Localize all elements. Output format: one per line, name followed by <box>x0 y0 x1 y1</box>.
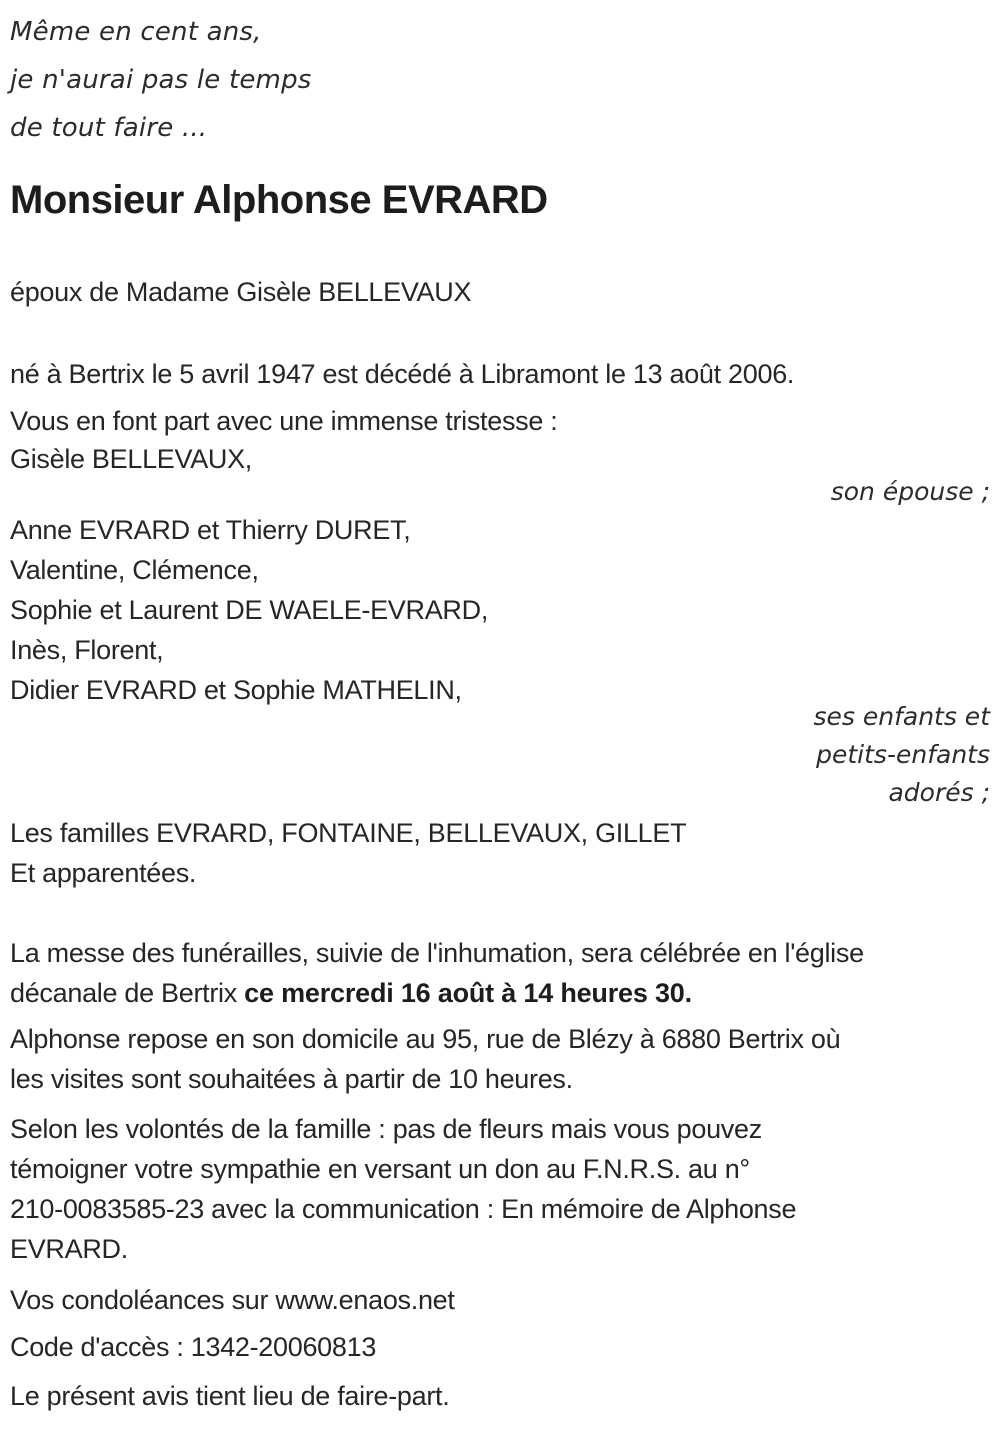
children-role-line: petits-enfants <box>816 740 990 769</box>
child-line: Didier EVRARD et Sophie MATHELIN, <box>10 675 462 705</box>
donation-line: 210-0083585-23 avec la communication : En mémoire de Alphonse <box>10 1194 797 1224</box>
epigraph <box>10 8 990 152</box>
announcement-intro: Vous en font part avec une immense tristesse : <box>10 406 558 436</box>
ceremony-line <box>10 973 990 1013</box>
epigraph-line: je n'aurai pas le temps <box>10 65 312 95</box>
announcement-intro-block <box>10 402 990 478</box>
child-line: Sophie et Laurent DE WAELE-EVRARD, <box>10 595 489 625</box>
child-line: Inès, Florent, <box>10 635 164 665</box>
donation-line: Selon les volontés de la famille : pas de fleurs mais vous pouvez <box>10 1114 762 1144</box>
families-block <box>10 813 990 893</box>
epigraph-line: de tout faire ... <box>10 113 208 143</box>
donation-line: EVRARD. <box>10 1234 128 1264</box>
children-block <box>10 510 990 710</box>
donation-line: témoigner votre sympathie en versant un don au F.N.R.S. au n° <box>10 1154 750 1184</box>
notice-line: Le présent avis tient lieu de faire-part. <box>10 1381 450 1411</box>
access-code-block <box>10 1327 990 1367</box>
condolences-line: Vos condoléances sur www.enaos.net <box>10 1285 455 1315</box>
children-role-line: ses enfants et <box>813 702 990 731</box>
children-role-line: adorés ; <box>888 778 990 807</box>
children-role-block <box>10 698 990 812</box>
visits-line: Alphonse repose en son domicile au 95, rue de Blézy à 6880 Bertrix où <box>10 1024 841 1054</box>
epigraph-line: Même en cent ans, <box>10 17 262 47</box>
life-dates-line: né à Bertrix le 5 avril 1947 est décédé à Libramont le 13 août 2006. <box>10 359 795 389</box>
life-dates-block <box>10 354 990 394</box>
families-line: Et apparentées. <box>10 858 197 888</box>
notice-block <box>10 1376 990 1416</box>
ceremony-location: décanale de Bertrix <box>10 978 245 1008</box>
access-code-line: Code d'accès : 1342-20060813 <box>10 1332 377 1362</box>
child-line: Valentine, Clémence, <box>10 555 259 585</box>
spouse-role-block <box>10 476 990 508</box>
spouse-of-line: époux de Madame Gisèle BELLEVAUX <box>10 277 472 307</box>
ceremony-line: La messe des funérailles, suivie de l'inhumation, sera célébrée en l'église <box>10 938 864 968</box>
visits-line: les visites sont souhaitées à partir de 10 heures. <box>10 1064 573 1094</box>
subtitle-block <box>10 272 990 312</box>
condolences-block <box>10 1280 990 1320</box>
visits-paragraph <box>10 1019 990 1099</box>
ceremony-datetime: ce mercredi 16 août à 14 heures 30. <box>244 978 692 1008</box>
child-line: Anne EVRARD et Thierry DURET, <box>10 515 411 545</box>
ceremony-paragraph <box>10 933 990 1013</box>
donation-paragraph <box>10 1109 990 1269</box>
page-title: Monsieur Alphonse EVRARD <box>10 178 548 222</box>
spouse-role: son épouse ; <box>830 477 990 506</box>
spouse-name: Gisèle BELLEVAUX, <box>10 444 253 474</box>
families-line: Les familles EVRARD, FONTAINE, BELLEVAUX, GILLET <box>10 818 687 848</box>
